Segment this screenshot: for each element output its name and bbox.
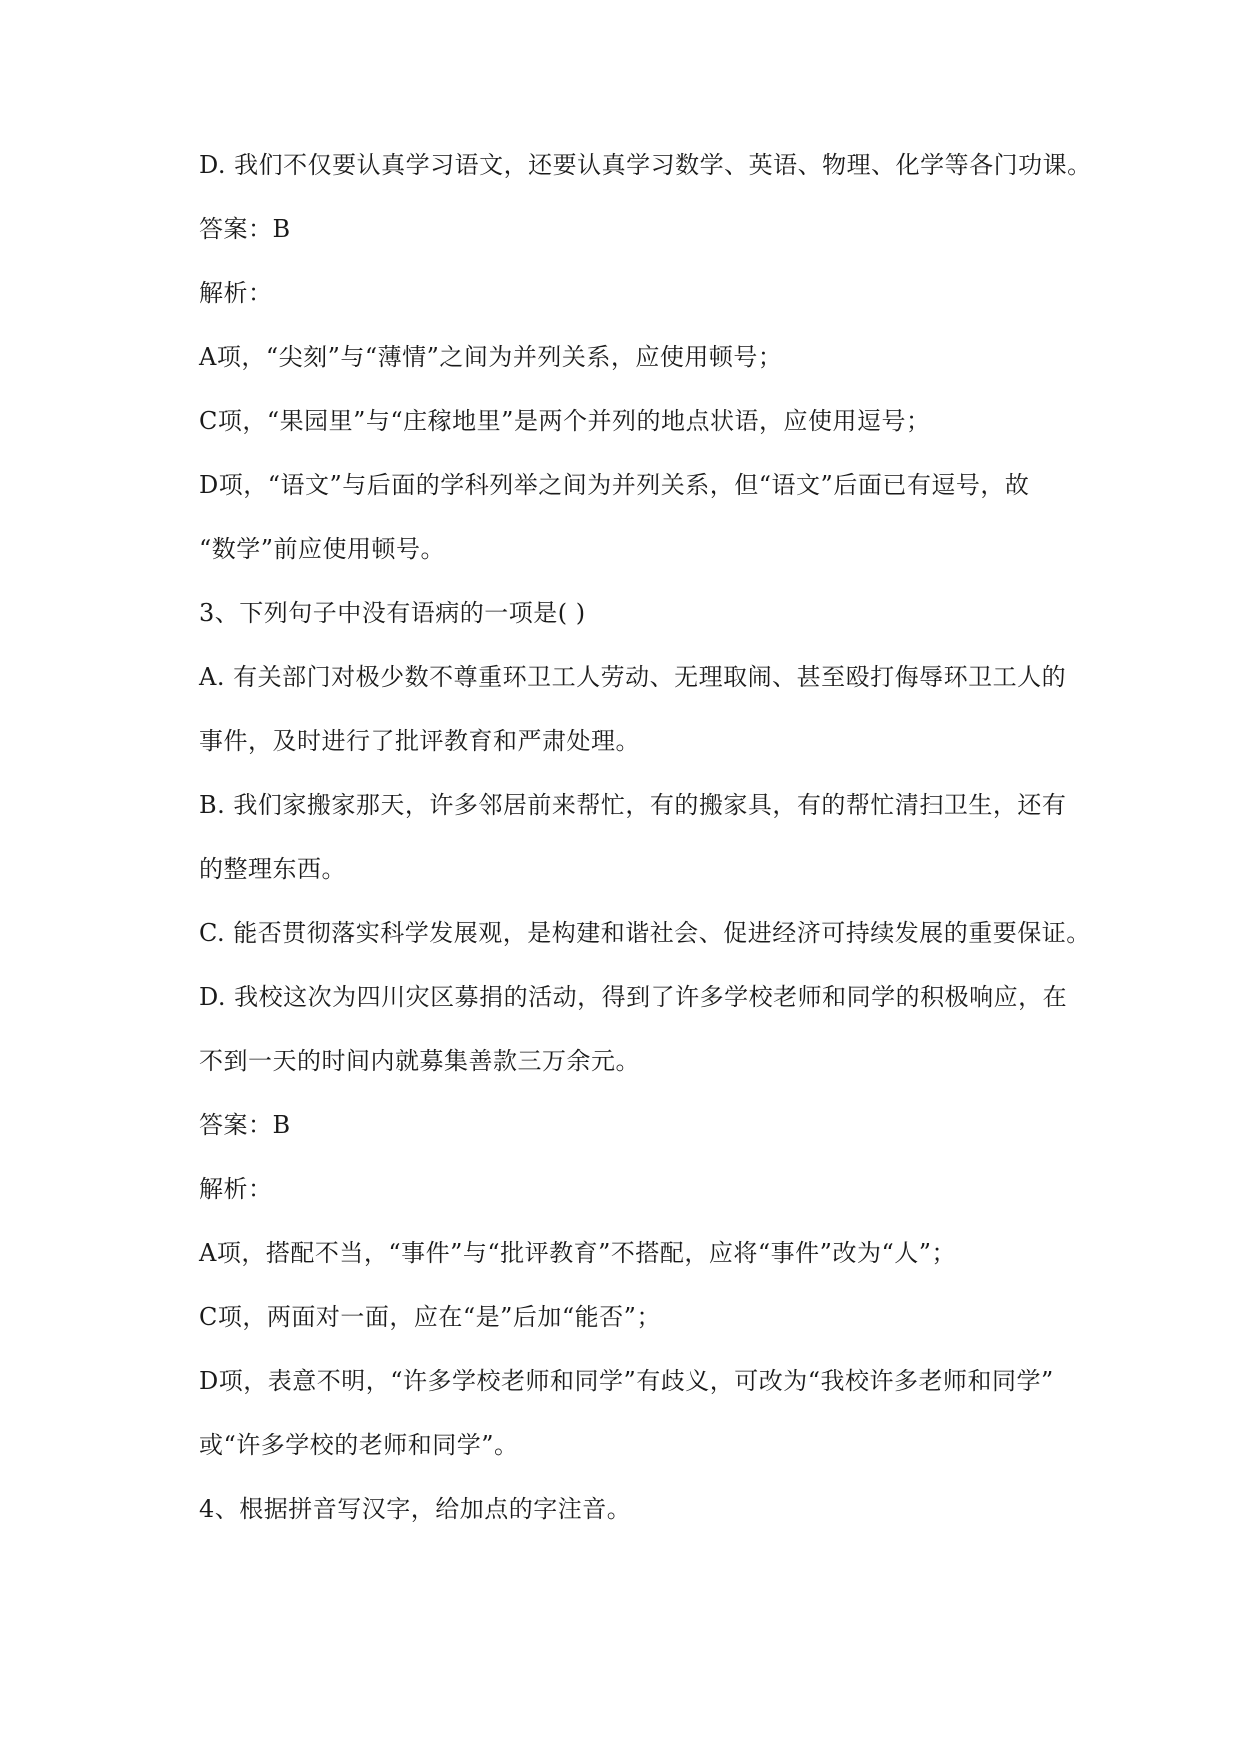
q3-option-b-line1: B. 我们家搬家那天，许多邻居前来帮忙，有的搬家具，有的帮忙清扫卫生，还有 <box>199 791 1067 819</box>
q3-analysis-d-line2: 或“许多学校的老师和同学”。 <box>199 1431 519 1459</box>
q3-option-b-line2: 的整理东西。 <box>199 855 346 883</box>
q2-analysis-a: A项，“尖刻”与“薄情”之间为并列关系，应使用顿号； <box>199 343 783 371</box>
q3-analysis-a: A项，搭配不当，“事件”与“批评教育”不搭配，应将“事件”改为“人”； <box>199 1239 956 1267</box>
q3-analysis-heading: 解析： <box>199 1175 273 1203</box>
q2-analysis-d-line2: “数学”前应使用顿号。 <box>199 535 446 563</box>
q2-answer: 答案：B <box>199 215 291 243</box>
q3-option-d-line2: 不到一天的时间内就募集善款三万余元。 <box>199 1047 640 1075</box>
q3-option-a-line2: 事件，及时进行了批评教育和严肃处理。 <box>199 727 640 755</box>
q4-question: 4、根据拼音写汉字，给加点的字注音。 <box>199 1495 632 1523</box>
q3-option-a-line1: A. 有关部门对极少数不尊重环卫工人劳动、无理取闹、甚至殴打侮辱环卫工人的 <box>199 663 1067 691</box>
q2-analysis-c: C项，“果园里”与“庄稼地里”是两个并列的地点状语，应使用逗号； <box>199 407 931 435</box>
q3-question: 3、下列句子中没有语病的一项是( ) <box>199 599 586 627</box>
q2-analysis-heading: 解析： <box>199 279 273 307</box>
q3-analysis-c: C项，两面对一面，应在“是”后加“能否”； <box>199 1303 661 1331</box>
q3-option-d-line1: D. 我校这次为四川灾区募捐的活动，得到了许多学校老师和同学的积极响应，在 <box>199 983 1068 1011</box>
q3-answer: 答案：B <box>199 1111 291 1139</box>
q2-option-d: D. 我们不仅要认真学习语文，还要认真学习数学、英语、物理、化学等各门功课。 <box>199 151 1092 179</box>
q3-analysis-d-line1: D项，表意不明，“许多学校老师和同学”有歧义，可改为“我校许多老师和同学” <box>199 1367 1054 1395</box>
q2-analysis-d-line1: D项，“语文”与后面的学科列举之间为并列关系，但“语文”后面已有逗号，故 <box>199 471 1030 499</box>
q3-option-c: C. 能否贯彻落实科学发展观，是构建和谐社会、促进经济可持续发展的重要保证。 <box>199 919 1091 947</box>
